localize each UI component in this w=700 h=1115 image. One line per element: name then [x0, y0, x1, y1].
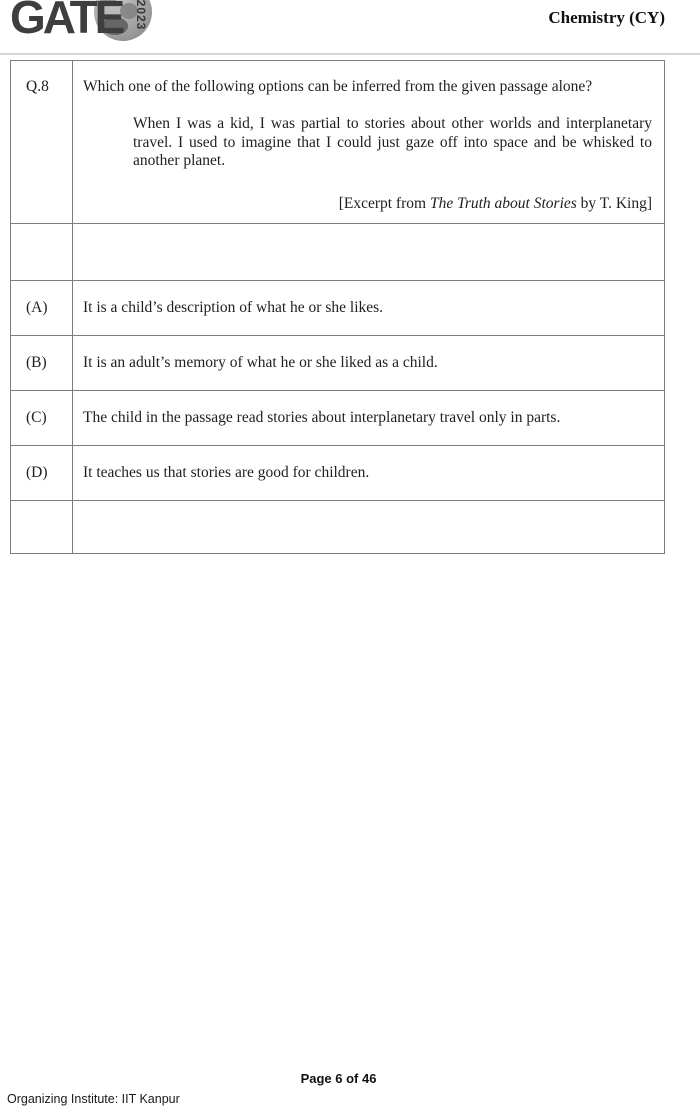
- header-divider: [0, 53, 700, 55]
- option-text-a: It is a child’s description of what he or she likes.: [73, 281, 665, 336]
- gate-logo-year: 2023: [134, 0, 148, 31]
- question-table: [10, 60, 665, 554]
- question-passage: When I was a kid, I was partial to stories about other worlds and interplanetary travel. I used to imagine that I could just gaze off into space and be whisked to another planet.: [133, 115, 652, 170]
- option-row-d: [11, 446, 665, 501]
- spacer-cell: [73, 224, 665, 281]
- gate-logo: [10, 0, 180, 49]
- option-row-b: [11, 336, 665, 391]
- gate-logo-text: GATE: [10, 0, 123, 43]
- question-prompt: Which one of the following options can be inferred from the given passage alone?: [83, 78, 593, 95]
- option-label-b: (B): [11, 336, 73, 391]
- option-row-a: [11, 281, 665, 336]
- option-text-c: The child in the passage read stories about interplanetary travel only in parts.: [73, 391, 665, 446]
- option-label-c: (C): [11, 391, 73, 446]
- option-text-b: It is an adult’s memory of what he or she liked as a child.: [73, 336, 665, 391]
- question-number: Q.8: [11, 61, 73, 224]
- option-label-d: (D): [11, 446, 73, 501]
- spacer-row: [11, 224, 665, 281]
- paper-subject: Chemistry (CY): [548, 8, 665, 27]
- citation-prefix: [Excerpt from: [338, 195, 430, 213]
- spacer-cell: [11, 501, 73, 554]
- organizing-institute: Organizing Institute: IIT Kanpur: [7, 1092, 180, 1106]
- passage-citation: [83, 195, 652, 213]
- page-indicator: Page 6 of 46: [300, 1071, 377, 1086]
- question-row: [11, 61, 665, 224]
- spacer-cell: [73, 501, 665, 554]
- option-text-d: It teaches us that stories are good for children.: [73, 446, 665, 501]
- option-row-c: [11, 391, 665, 446]
- citation-suffix: by T. King]: [576, 195, 652, 213]
- citation-title: The Truth about Stories: [429, 195, 577, 213]
- spacer-row: [11, 501, 665, 554]
- spacer-cell: [11, 224, 73, 281]
- option-label-a: (A): [11, 281, 73, 336]
- question-cell: [73, 61, 665, 224]
